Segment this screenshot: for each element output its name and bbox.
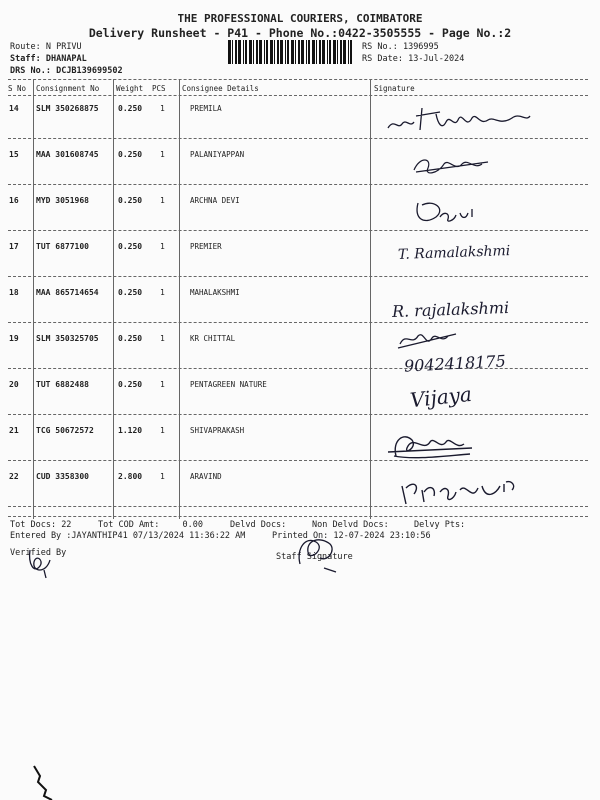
runsheet-title: Delivery Runsheet - P41 - Phone No.:0422-3505555 - Page No.:2	[88, 26, 512, 40]
tot-docs-label: Tot Docs:	[10, 520, 57, 530]
row-consignment: SLM 350268875	[36, 104, 99, 113]
staff-signature-label: Staff Signature	[276, 552, 353, 562]
route-line	[10, 42, 82, 52]
row-sno: 21	[9, 426, 19, 435]
row-weight: 0.250	[118, 150, 143, 159]
verifier-signature	[24, 544, 64, 580]
signature-row-15	[410, 150, 500, 180]
row-pcs: 1	[160, 288, 165, 297]
drs-label: DRS No.:	[10, 66, 51, 76]
signature-row-22	[396, 474, 536, 510]
rs-no-label: RS No.:	[362, 42, 398, 52]
signature-row-21	[384, 426, 484, 464]
route-value: N PRIVU	[45, 42, 82, 52]
rs-no-value: 1396995	[402, 42, 439, 52]
signature-row-20: Vijaya	[408, 381, 473, 413]
col-signature: Signature	[374, 84, 415, 93]
row-sno: 15	[9, 150, 19, 159]
row-consignee: PREMIER	[190, 242, 222, 251]
row-consignee: ARCHNA DEVI	[190, 196, 240, 205]
row-weight: 1.120	[118, 426, 143, 435]
non-delvd-docs-label: Non Delvd Docs:	[312, 520, 389, 530]
row-pcs: 1	[160, 380, 165, 389]
row-weight: 0.250	[118, 104, 143, 113]
col-pcs: PCS	[152, 84, 166, 93]
drs-value: DCJB139699502	[56, 66, 123, 76]
barcode-image	[228, 40, 356, 64]
row-separator	[8, 322, 588, 323]
verified-by-label: Verified By	[10, 548, 67, 558]
rs-date-line	[362, 54, 464, 64]
table-bottom-rule	[8, 516, 588, 517]
row-consignee: PREMILA	[190, 104, 222, 113]
delvy-pts-label: Delvy Pts:	[414, 520, 466, 530]
row-consignment: MAA 865714654	[36, 288, 99, 297]
drs-line	[10, 66, 123, 76]
row-consignee: PALANIYAPPAN	[190, 150, 245, 159]
staff-line	[10, 54, 87, 64]
tot-cod-value: 0.00	[182, 520, 204, 530]
printed-on: Printed On: 12-07-2024 23:10:56	[272, 531, 431, 541]
row-consignment: MYD 3051968	[36, 196, 89, 205]
row-separator	[8, 230, 588, 231]
staff-signature-mark	[290, 528, 350, 578]
col-divider	[33, 79, 34, 519]
row-sno: 14	[9, 104, 19, 113]
row-sno: 22	[9, 472, 19, 481]
tot-cod-label: Tot COD Amt:	[98, 520, 160, 530]
signature-row-18: R. rajalakshmi	[391, 297, 510, 322]
row-consignment: TUT 6877100	[36, 242, 89, 251]
row-separator	[8, 184, 588, 185]
col-divider	[179, 79, 180, 519]
col-consignee: Consignee Details	[182, 84, 259, 93]
staff-label: Staff:	[10, 54, 41, 64]
row-consignee: SHIVAPRAKASH	[190, 426, 245, 435]
table-header-rule	[8, 95, 588, 96]
table-top-rule	[8, 79, 588, 80]
row-consignment: MAA 301608745	[36, 150, 99, 159]
row-separator	[8, 276, 588, 277]
row-consignee: MAHALAKSHMI	[190, 288, 240, 297]
scan-mark	[30, 760, 70, 800]
route-label: Route:	[10, 42, 41, 52]
row-pcs: 1	[160, 334, 165, 343]
row-weight: 0.250	[118, 380, 143, 389]
col-consignment: Consignment No	[36, 84, 100, 93]
signature-row-19-phone: 9042418175	[403, 351, 507, 376]
row-sno: 19	[9, 334, 19, 343]
row-consignment: SLM 350325705	[36, 334, 99, 343]
signature-row-16	[410, 195, 490, 235]
rs-date-label: RS Date:	[362, 54, 403, 64]
row-consignment: TUT 6882488	[36, 380, 89, 389]
row-sno: 20	[9, 380, 19, 389]
row-weight: 2.800	[118, 472, 143, 481]
company-title: THE PROFESSIONAL COURIERS, COIMBATORE	[177, 12, 423, 25]
signature-row-17: T. Ramalakshmi	[397, 243, 511, 263]
row-pcs: 1	[160, 242, 165, 251]
staff-value: DHANAPAL	[45, 54, 87, 64]
row-consignee: PENTAGREEN NATURE	[190, 380, 267, 389]
row-separator	[8, 414, 588, 415]
signature-row-19	[396, 328, 466, 352]
row-weight: 0.250	[118, 196, 143, 205]
row-sno: 16	[9, 196, 19, 205]
col-divider	[370, 79, 371, 519]
totals-line	[10, 520, 71, 530]
row-sno: 18	[9, 288, 19, 297]
row-consignment: CUD 3358300	[36, 472, 89, 481]
tot-docs-value: 22	[61, 520, 72, 530]
row-sno: 17	[9, 242, 19, 251]
row-pcs: 1	[160, 472, 165, 481]
tot-cod	[98, 520, 203, 530]
row-pcs: 1	[160, 150, 165, 159]
rs-no-line	[362, 42, 439, 52]
row-separator	[8, 460, 588, 461]
col-weight: Weight	[116, 84, 144, 93]
row-consignee: ARAVIND	[190, 472, 222, 481]
row-consignment: TCG 50672572	[36, 426, 94, 435]
entered-by: Entered By :JAYANTHIP41 07/13/2024 11:36:22 AM	[10, 531, 246, 541]
row-weight: 0.250	[118, 242, 143, 251]
row-weight: 0.250	[118, 288, 143, 297]
col-divider	[113, 79, 114, 519]
rs-date-value: 13-Jul-2024	[408, 54, 465, 64]
row-consignee: KR CHITTAL	[190, 334, 236, 343]
row-pcs: 1	[160, 104, 165, 113]
row-pcs: 1	[160, 196, 165, 205]
col-sno: S No	[8, 84, 27, 93]
delvd-docs-label: Delvd Docs:	[230, 520, 287, 530]
row-pcs: 1	[160, 426, 165, 435]
signature-row-14	[380, 100, 560, 140]
row-weight: 0.250	[118, 334, 143, 343]
